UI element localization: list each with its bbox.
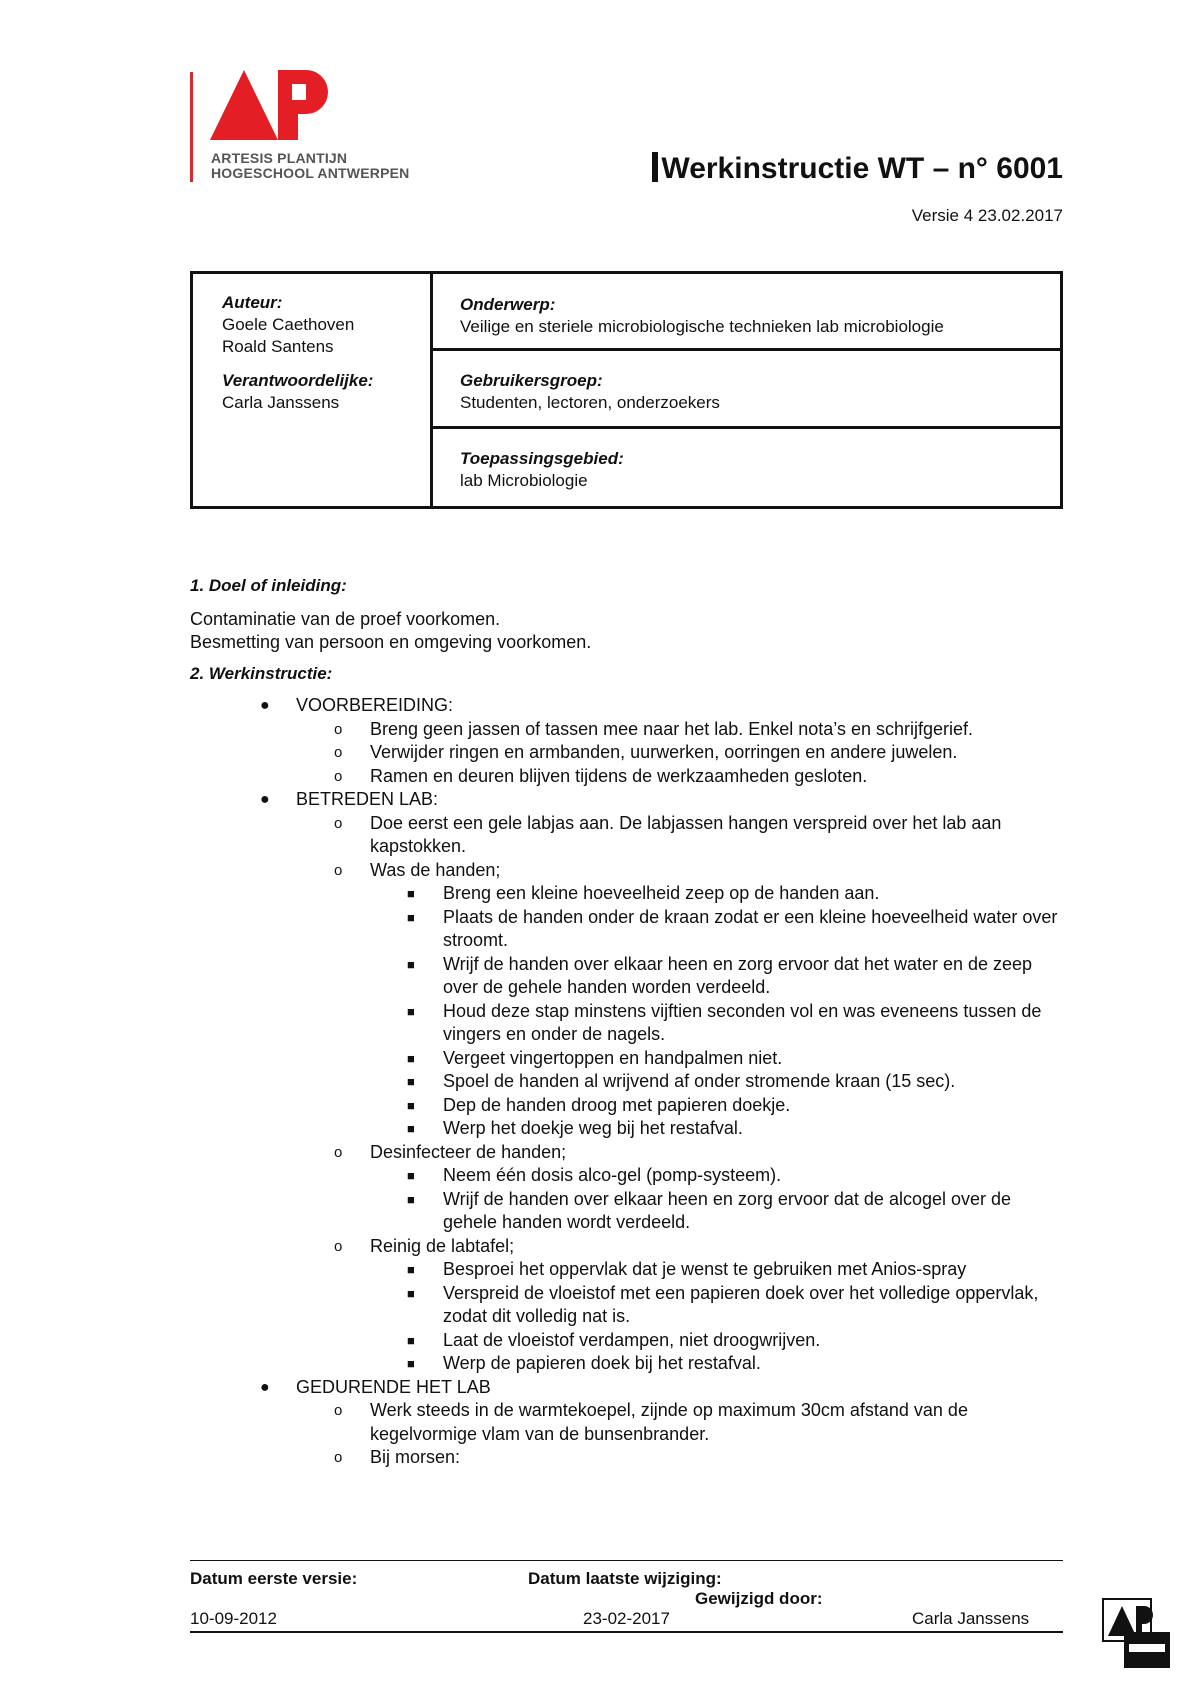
list-item-text: Desinfecteer de handen; bbox=[370, 1141, 567, 1162]
list-item-level-1 bbox=[190, 694, 1070, 718]
bullet-circle-icon: o bbox=[334, 861, 343, 879]
scope-value: lab Microbiologie bbox=[460, 471, 588, 490]
paragraph: Contaminatie van de proef voorkomen. bbox=[190, 609, 501, 629]
list-item-level-1 bbox=[190, 788, 1070, 812]
bullet-square-icon: ■ bbox=[407, 1191, 415, 1207]
first-version-date: 10-09-2012 bbox=[190, 1609, 277, 1628]
instruction-list bbox=[190, 694, 1070, 1470]
list-item-text: Wrijf de handen over elkaar heen en zorg ervoor dat de alcogel over de gehele handen wordt verdeeld. bbox=[443, 1188, 1012, 1232]
first-version-label: Datum eerste versie: bbox=[190, 1569, 358, 1588]
ap-corner-logo-icon bbox=[1102, 1598, 1172, 1670]
list-item-level-2 bbox=[190, 1399, 1070, 1446]
list-item-level-3 bbox=[190, 1117, 1070, 1141]
list-item-level-3 bbox=[190, 1000, 1070, 1047]
institution-logo bbox=[190, 70, 450, 190]
bullet-circle-icon: o bbox=[334, 1402, 343, 1419]
logo-text-line2: HOGESCHOOL ANTWERPEN bbox=[211, 165, 410, 181]
list-item-text: Dep de handen droog met papieren doekje. bbox=[443, 1094, 791, 1115]
list-item-level-3 bbox=[190, 1282, 1070, 1329]
document-version: Versie 4 23.02.2017 bbox=[911, 206, 1063, 225]
bullet-square-icon: ■ bbox=[407, 1356, 415, 1371]
bullet-square-icon: ■ bbox=[407, 1003, 415, 1019]
list-item-text: Spoel de handen al wrijvend af onder stromende kraan (15 sec). bbox=[443, 1071, 956, 1091]
list-item-level-2 bbox=[190, 718, 1070, 742]
list-item-text: Besproei het oppervlak dat je wenst te gebruiken met Anios-spray bbox=[443, 1259, 967, 1279]
list-item-level-3 bbox=[190, 1352, 1070, 1376]
author-name: Goele Caethoven bbox=[222, 315, 355, 334]
list-item-text: Breng een kleine hoeveelheid zeep op de handen aan. bbox=[443, 883, 880, 903]
bullet-square-icon: ■ bbox=[407, 909, 415, 925]
list-item-level-2 bbox=[190, 1141, 1070, 1165]
bullet-square-icon: ■ bbox=[407, 956, 415, 972]
list-item-level-2 bbox=[190, 741, 1070, 765]
bullet-circle-icon: o bbox=[334, 720, 343, 738]
info-left-column bbox=[193, 274, 433, 506]
bullet-disc-icon: ● bbox=[260, 697, 270, 714]
bullet-circle-icon: o bbox=[334, 744, 343, 761]
list-item-text: Plaats de handen onder de kraan zodat er een kleine hoeveelheid water over stroomt. bbox=[443, 906, 1058, 950]
bullet-disc-icon: ● bbox=[260, 1378, 270, 1396]
bullet-disc-icon: ● bbox=[260, 791, 270, 808]
section-heading: 2. Werkinstructie: bbox=[190, 664, 333, 683]
list-item-level-2 bbox=[190, 859, 1070, 883]
bullet-square-icon: ■ bbox=[407, 1168, 415, 1183]
list-item-level-3 bbox=[190, 1258, 1070, 1282]
bullet-circle-icon: o bbox=[334, 767, 343, 785]
bullet-square-icon: ■ bbox=[407, 1121, 415, 1136]
bullet-circle-icon: o bbox=[334, 814, 343, 832]
list-item-level-2 bbox=[190, 1235, 1070, 1259]
list-item-level-2 bbox=[190, 812, 1070, 859]
list-item-level-3 bbox=[190, 1047, 1070, 1071]
list-item-level-2 bbox=[190, 1446, 1070, 1470]
document-title bbox=[652, 152, 1063, 186]
last-change-label: Datum laatste wijziging: bbox=[528, 1569, 722, 1588]
section-heading: 1. Doel of inleiding: bbox=[190, 576, 347, 595]
list-item-text: Houd deze stap minstens vijftien seconden vol en was eveneens tussen de vingers en onder de nagels. bbox=[443, 1000, 1042, 1044]
scope-label: Toepassingsgebied: bbox=[460, 449, 624, 468]
list-item-text: Werk steeds in de warmtekoepel, zijnde op maximum 30cm afstand van de kegelvormige vlam van de bunsenbrander. bbox=[370, 1400, 968, 1444]
list-item-text: Ramen en deuren blijven tijdens de werkzaamheden gesloten. bbox=[370, 765, 868, 786]
users-cell bbox=[433, 351, 1060, 429]
bullet-circle-icon: o bbox=[334, 1449, 343, 1466]
info-right-column bbox=[433, 274, 1060, 506]
logo-accent-bar bbox=[190, 72, 193, 182]
list-item-text: Verwijder ringen en armbanden, uurwerken, oorringen en andere juwelen. bbox=[370, 742, 958, 762]
bullet-square-icon: ■ bbox=[407, 1097, 415, 1113]
list-item-text: Verspreid de vloeistof met een papieren doek over het volledige oppervlak, zodat dit volledig nat is. bbox=[443, 1282, 1039, 1326]
list-item-level-3 bbox=[190, 953, 1070, 1000]
document-footer bbox=[190, 1560, 1063, 1633]
bullet-square-icon: ■ bbox=[407, 1285, 415, 1301]
list-item-level-3 bbox=[190, 882, 1070, 906]
list-item-text: Bij morsen: bbox=[370, 1447, 461, 1467]
author-name: Roald Santens bbox=[222, 337, 334, 356]
bullet-square-icon: ■ bbox=[407, 886, 415, 901]
list-item-text: Werp het doekje weg bij het restafval. bbox=[443, 1118, 743, 1138]
list-item-level-3 bbox=[190, 906, 1070, 953]
bullet-square-icon: ■ bbox=[407, 1332, 415, 1348]
list-item-text: GEDURENDE HET LAB bbox=[296, 1376, 491, 1397]
list-item-text: Vergeet vingertoppen en handpalmen niet. bbox=[443, 1047, 783, 1068]
list-item-text: BETREDEN LAB: bbox=[296, 789, 439, 809]
subject-cell bbox=[433, 274, 1060, 351]
list-item-text: Doe eerst een gele labjas aan. De labjassen hangen verspreid over het lab aan kapstokken. bbox=[370, 812, 1002, 856]
list-item-text: Was de handen; bbox=[370, 859, 501, 880]
list-item-text: Neem één dosis alco-gel (pomp-systeem). bbox=[443, 1165, 782, 1185]
author-label: Auteur: bbox=[222, 293, 283, 312]
list-item-level-2 bbox=[190, 765, 1070, 789]
list-item-level-1 bbox=[190, 1376, 1070, 1400]
changed-by-label: Gewijzigd door: bbox=[695, 1589, 823, 1608]
list-item-text: Wrijf de handen over elkaar heen en zorg ervoor dat het water en de zeep over de gehele handen worden verdeeld. bbox=[443, 953, 1033, 997]
scope-cell bbox=[433, 429, 1060, 506]
list-item-level-3 bbox=[190, 1329, 1070, 1353]
changed-by-name: Carla Janssens bbox=[912, 1609, 1030, 1628]
list-item-text: Werp de papieren doek bij het restafval. bbox=[443, 1353, 761, 1373]
last-change-date: 23-02-2017 bbox=[583, 1609, 670, 1628]
document-title-text: Werkinstructie WT – n° 6001 bbox=[661, 152, 1063, 185]
responsible-label: Verantwoordelijke: bbox=[222, 371, 374, 390]
list-item-level-3 bbox=[190, 1188, 1070, 1235]
info-table bbox=[190, 271, 1063, 509]
ap-logo-mark-icon bbox=[210, 70, 340, 142]
users-value: Studenten, lectoren, onderzoekers bbox=[460, 393, 720, 412]
users-label: Gebruikersgroep: bbox=[460, 371, 603, 390]
document-body bbox=[190, 574, 1070, 1470]
list-item-text: Breng geen jassen of tassen mee naar het lab. Enkel nota’s en schrijfgerief. bbox=[370, 718, 974, 739]
paragraph: Besmetting van persoon en omgeving voorkomen. bbox=[190, 632, 592, 652]
bullet-square-icon: ■ bbox=[407, 1074, 415, 1089]
subject-label: Onderwerp: bbox=[460, 295, 556, 314]
list-item-text: Reinig de labtafel; bbox=[370, 1235, 515, 1256]
list-item-text: VOORBEREIDING: bbox=[296, 695, 454, 715]
bullet-square-icon: ■ bbox=[407, 1050, 415, 1066]
list-item-level-3 bbox=[190, 1070, 1070, 1094]
bullet-circle-icon: o bbox=[334, 1143, 343, 1161]
subject-value: Veilige en steriele microbiologische technieken lab microbiologie bbox=[460, 317, 944, 336]
list-item-level-3 bbox=[190, 1094, 1070, 1118]
logo-text-line1: ARTESIS PLANTIJN bbox=[211, 150, 348, 166]
bullet-circle-icon: o bbox=[334, 1237, 343, 1255]
title-marker bbox=[652, 152, 658, 182]
list-item-text: Laat de vloeistof verdampen, niet droogwrijven. bbox=[443, 1329, 821, 1350]
bullet-square-icon: ■ bbox=[407, 1262, 415, 1277]
responsible-name: Carla Janssens bbox=[222, 393, 340, 412]
list-item-level-3 bbox=[190, 1164, 1070, 1188]
